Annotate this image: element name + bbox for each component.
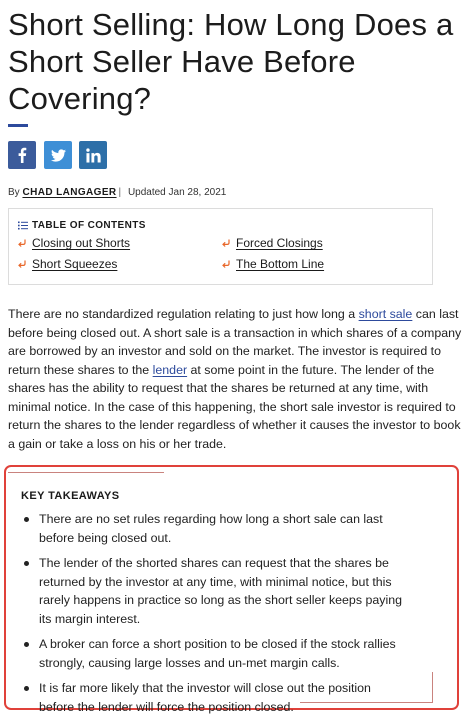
toc-heading: [18, 220, 146, 231]
byline-divider: |: [118, 187, 122, 198]
intro-paragraph: [8, 305, 468, 453]
toc-item-label: The Bottom Line: [236, 257, 325, 271]
bullet-icon: [24, 642, 29, 647]
return-arrow-icon: [18, 239, 26, 248]
table-of-contents: [8, 208, 433, 285]
takeaway-text: The lender of the shorted shares can request that the shares be returned by the investor at any time, with minimal notice, but this rarely happens in practice so long as the short seller keeps paying its margin interest.: [39, 556, 402, 626]
key-takeaways-top-rule: [8, 472, 164, 473]
key-takeaways-heading: KEY TAKEAWAYS: [21, 490, 120, 502]
takeaway-text: There are no set rules regarding how long a short sale can last before being closed out.: [39, 512, 383, 545]
takeaway-text: It is far more likely that the investor will close out the position before the lender will force the position closed.: [39, 681, 371, 714]
toc-item-label: Short Squeezes: [32, 257, 118, 271]
toc-item-forced-closings[interactable]: [222, 236, 323, 250]
list-icon: [18, 221, 28, 230]
return-arrow-icon: [18, 260, 26, 269]
return-arrow-icon: [222, 260, 230, 269]
byline-prefix: By: [8, 187, 20, 198]
twitter-share-button[interactable]: [44, 141, 72, 169]
linkedin-share-button[interactable]: [79, 141, 107, 169]
key-takeaways-corner-rule: [432, 672, 433, 702]
bullet-icon: [24, 517, 29, 522]
facebook-share-button[interactable]: [8, 141, 36, 169]
return-arrow-icon: [222, 239, 230, 248]
toc-heading-label: TABLE OF CONTENTS: [32, 220, 146, 231]
intro-text-2: can last before being closed out. A short sale is a transaction in which shares of a company are borrowed by an investor and sold on the market. The investor is required to return these shares to the: [8, 307, 462, 377]
toc-item-label: Forced Closings: [236, 236, 323, 250]
short-sale-link[interactable]: short sale: [358, 307, 413, 321]
article-title: Short Selling: How Long Does a Short Seller Have Before Covering?: [8, 7, 454, 116]
intro-text-3: at some point in the future. The lender of the shares has the ability to request that the shares be returned at any time, with minimal notice. In the case of this happening, the short sale investor is required to return the shares to the lender regardless of whether it causes the investor to book a gain or take a loss on his or her trade.: [8, 362, 461, 451]
toc-item-short-squeezes[interactable]: [18, 257, 117, 271]
toc-item-closing-out-shorts[interactable]: [18, 236, 130, 250]
linkedin-icon: [86, 148, 101, 163]
bullet-icon: [24, 561, 29, 566]
byline: [8, 187, 226, 198]
twitter-icon: [51, 149, 66, 162]
list-item: [22, 554, 402, 628]
list-item: [22, 635, 402, 672]
updated-date: Updated Jan 28, 2021: [127, 187, 227, 198]
facebook-icon: [17, 147, 27, 163]
author-link[interactable]: CHAD LANGAGER: [22, 187, 117, 198]
lender-link[interactable]: lender: [152, 362, 188, 377]
title-underline-accent: [8, 124, 28, 127]
bullet-icon: [24, 686, 29, 691]
intro-text-1: There are no standardized regulation relating to just how long a: [8, 307, 359, 321]
list-item: [22, 510, 402, 547]
list-item: [22, 679, 402, 716]
takeaway-text: A broker can force a short position to be closed if the stock rallies strongly, causing large losses and un-met margin calls.: [39, 637, 396, 670]
toc-item-label: Closing out Shorts: [32, 236, 131, 250]
key-takeaways-list: [22, 510, 402, 723]
toc-item-the-bottom-line[interactable]: [222, 257, 324, 271]
